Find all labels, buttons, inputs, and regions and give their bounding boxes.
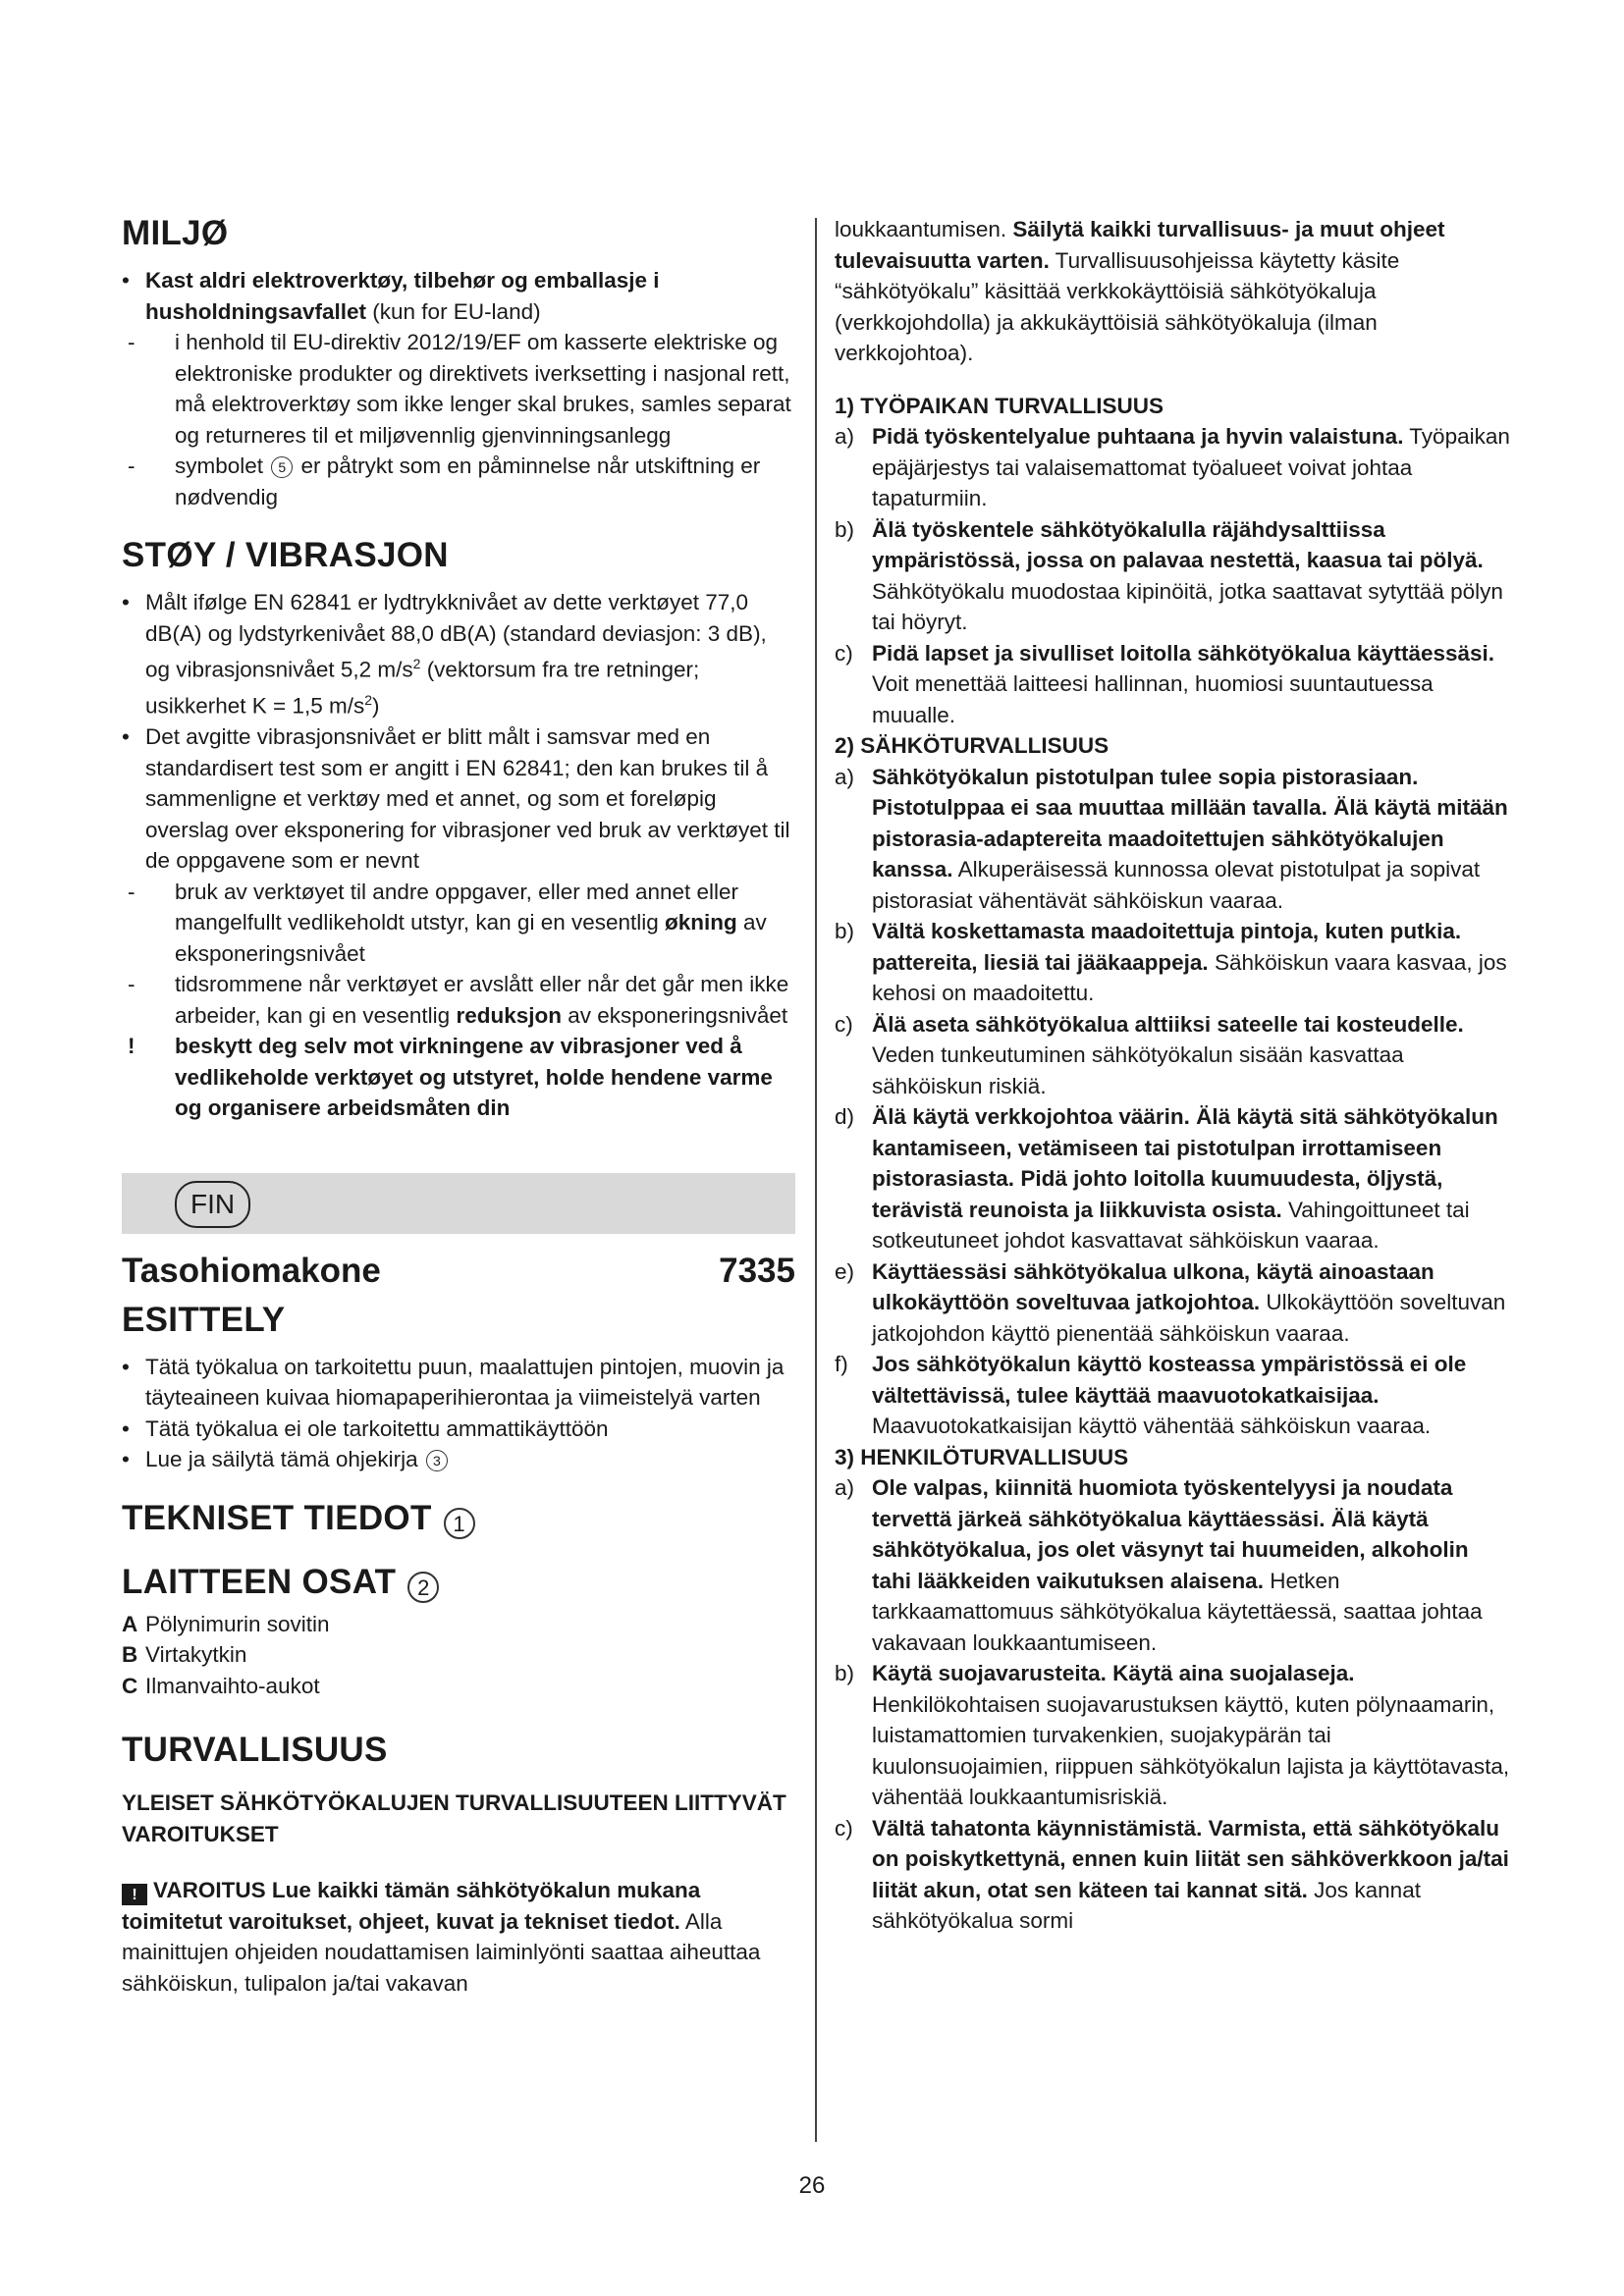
list-item: b) Käytä suojavarusteita. Käytä aina suojalaseja. Henkilökohtaisen suojavarustuksen käyttö, kuten pölynaamarin, luistamattomien turvakenkien, suojakypärän tai kuulonsuojaimien, riippuen sähkötyökalun lajista ja käyttötavasta, vähentää loukkaantumisriskiä. [835,1661,1510,1809]
list-item: b) Vältä koskettamasta maadoitettuja pintoja, kuten putkia. pattereita, liesiä tai jääkaappeja. Sähköiskun vaara kasvaa, jos kehosi on maadoitettu. [835,919,1507,1005]
warning-triangle-icon: ! [122,1884,147,1905]
section-title-osat: LAITTEEN OSAT 2 [122,1563,795,1603]
language-band [122,1173,795,1234]
section-title-tekniset: TEKNISET TIEDOT 1 [122,1499,795,1539]
list-item: f) Jos sähkötyökalun käyttö kosteassa ympäristössä ei ole vältettävissä, tulee käyttää maavuotokatkaisijaa. Maavuotokatkaisijan käyttö vähentää sähköiskun vaaraa. [835,1352,1467,1438]
left-column [122,214,795,1999]
list-item: b) Älä työskentele sähkötyökalulla räjähdysalttiissa ympäristössä, jossa on palavaa nestettä, kaasua tai pölyä. Sähkötyökalu muodostaa kipinöitä, jotka saattavat sytyttää pölyn tai höyryt. [835,516,1503,634]
list-item: a) Ole valpas, kiinnitä huomiota työskentelyysi ja noudata tervettä järkeä sähkötyökalua käyttäessäsi. Älä käytä sähkötyökalua, jos olet väsynyt tai huumeiden, alkoholin tahi lääkkeiden vaikutuksen alaisena. Hetken tarkkaamattomuus sähkötyökalua käytettäessä, saattaa johtaa vakavaan loukkaantumiseen. [835,1475,1483,1655]
list-item: • Målt ifølge EN 62841 er lydtrykknivået av dette verktøyet 77,0 dB(A) og lydstyrkenivået 88,0 dB(A) (standard deviasjon: 3 dB), og vibrasjonsnivået 5,2 $m/s^2$ (vektorsum fra tre retninger; usikkerhet K = 1,5 $m/s^2$) [122,587,795,721]
esittely-list [122,1352,795,1475]
miljo-sublist [122,327,795,512]
callout-number-icon: 2 [407,1572,439,1603]
callout-number-icon: 3 [426,1450,448,1471]
vibration-warning: ! beskytt deg selv mot virkningene av vibrasjoner ved å vedlikeholde verktøyet og utstyret, holde hendene varme og organisere arbeidsmåten din [122,1031,795,1124]
list-item: - tidsrommene når verktøyet er avslått eller når det går men ikke arbeider, kan gi en vesentlig reduksjon av eksponeringsnivået [122,969,795,1031]
list-item: B Virtakytkin [122,1642,247,1667]
list-item: d) Älä käytä verkkojohtoa väärin. Älä käytä sitä sähkötyökalun kantamiseen, vetämiseen tai pistotulpan irrottamiseen pistorasiasta. Pidä johto loitolla kuumuudesta, öljystä, terävistä reunoista ja liikkuvista osista. Vahingoittuneet tai sotkeutuneet johdot kasvattavat sähköiskun vaaraa. [835,1104,1498,1253]
list-item: a) Pidä työskentelyalue puhtaana ja hyvin valaistuna. Työpaikan epäjärjestys tai valaisemattomat työalueet voivat johtaa tapaturmiin. [835,424,1510,510]
list-item: a) Sähkötyökalun pistotulpan tulee sopia pistorasiaan. Pistotulppaa ei saa muuttaa millään tavalla. Älä käytä mitään pistorasia-adaptereita maadoitettujen sähkötyökalujen kanssa. Alkuperäisessä kunnossa olevat pistotulpat ja sopivat pistorasiat vähentävät sähköiskun vaaraa. [835,764,1508,913]
right-column [835,214,1512,1937]
language-badge: FIN [175,1181,250,1228]
parts-list [122,1609,795,1702]
stoy-sublist [122,877,795,1032]
general-warnings-heading: YLEISET SÄHKÖTYÖKALUJEN TURVALLISUUTEEN LIITTYVÄT VAROITUKSET [122,1790,786,1846]
section-title-miljo: MILJØ [122,214,229,252]
callout-number-icon: 1 [444,1508,475,1539]
callout-number-icon: 5 [271,456,293,478]
list-item: A Pölynimurin sovitin [122,1611,330,1636]
section-heading: 3) HENKILÖTURVALLISUUS [835,1444,1129,1469]
list-item: • Tätä työkalua ei ole tarkoitettu ammattikäyttöön [122,1414,795,1445]
warning-paragraph: ! VAROITUS Lue kaikki tämän sähkötyökalun mukana toimitetut varoitukset, ohjeet, kuvat ja tekniset tiedot. Alla mainittujen ohjeiden noudattamisen laiminlyönti saattaa aiheuttaa sähköiskun, tulipalon ja/tai vakavan [122,1878,761,1996]
list-item: - symbolet 5 er påtrykt som en påminnelse når utskiftning er nødvendig [122,451,795,512]
miljo-list [122,265,795,512]
stoy-list [122,587,795,1124]
list-item: • Lue ja säilytä tämä ohjekirja 3 [122,1444,795,1475]
section-title-turvallisuus: TURVALLISUUS [122,1731,388,1769]
section-heading: 2) SÄHKÖTURVALLISUUS [835,733,1110,758]
intro-paragraph: loukkaantumisen. Säilytä kaikki turvallisuus- ja muut ohjeet tulevaisuutta varten. Turvallisuusohjeissa käytetty käsite “sähkötyökalu” käsittää verkkokäyttöisiä sähkötyökaluja (verkkojohdolla) ja akkukäyttöisiä sähkötyökaluja (ilman verkkojohtoa). [835,217,1445,365]
list-item: c) Pidä lapset ja sivulliset loitolla sähkötyökalua käyttäessäsi. Voit menettää laitteesi hallinnan, huomiosi suuntautuessa muualle. [835,640,1495,727]
list-item: • Tätä työkalua on tarkoitettu puun, maalattujen pintojen, muovin ja täyteaineen kuivaa hiomapaperihierontaa ja viimeistelyä varten [122,1352,795,1414]
section-heading: 1) TYÖPAIKAN TURVALLISUUS [835,393,1164,418]
list-item: e) Käyttäessäsi sähkötyökalua ulkona, käytä ainoastaan ulkokäyttöön soveltuvaa jatkojohtoa. Ulkokäyttöön soveltuvan jatkojohdon käyttö pienentää sähköiskun vaaraa. [835,1258,1506,1346]
list-item: - bruk av verktøyet til andre oppgaver, eller med annet eller mangelfullt vedlikeholdt utstyr, kan gi en vesentlig økning av eksponeringsnivået [122,877,795,970]
list-item: • Det avgitte vibrasjonsnivået er blitt målt i samsvar med en standardisert test som er angitt i EN 62841; den kan brukes til å sammenligne et verktøy med et annet, og som et foreløpig overslag over eksponering for vibrasjoner ved bruk av verktøyet til de oppgavene som er nevnt - bruk av verktøyet til andre oppgaver, eller med annet eller mangelfullt vedlikeholdt utstyr, kan gi en vesentlig økning av eksponeringsnivået - tidsrommene når verktøyet er avslått eller når det går men ikke arbeider, kan gi en vesentlig reduksjon av eksponeringsnivået ! beskytt deg selv mot virkningene av vibrasjoner ved å vedlikeholde verktøyet og utstyret, holde hendene varme og organisere arbeidsmåten din [122,721,795,1124]
section-title-esittely: ESITTELY [122,1300,286,1339]
column-divider [815,218,817,2142]
list-item: c) Älä aseta sähkötyökalua alttiiksi sateelle tai kosteudelle. Veden tunkeutuminen sähkötyökalun sisään kasvattaa sähköiskun riskiä. [835,1011,1464,1098]
section-title-stoy: STØY / VIBRASJON [122,536,449,574]
list-item: • Kast aldri elektroverktøy, tilbehør og emballasje i husholdningsavfallet (kun for EU-land) - i henhold til EU-direktiv 2012/19/EF om kasserte elektriske og elektroniske produkter og direktivets iverksetting i nasjonal rett, må elektroverktøy som ikke lenger skal brukes, samles separat og returneres til et miljøvennlig gjenvinningsanlegg - symbolet 5 er påtrykt som en påminnelse når utskiftning er nødvendig [122,265,795,512]
list-item: C Ilmanvaihto-aukot [122,1673,320,1698]
product-name: Tasohiomakone [122,1251,381,1290]
product-title-row [122,1252,795,1291]
page-number: 26 [798,2172,826,2199]
list-item: c) Vältä tahatonta käynnistämistä. Varmista, että sähkötyökalu on poiskytkettynä, ennen kuin liität sen sähköverkkoon ja/tai liität akun, otat sen käteen tai kannat sitä. Jos kannat sähkötyökalua sormi [835,1815,1509,1933]
list-item: - i henhold til EU-direktiv 2012/19/EF om kasserte elektriske og elektroniske produkter og direktivets iverksetting i nasjonal rett, må elektroverktøy som ikke lenger skal brukes, samles separat og returneres til et miljøvennlig gjenvinningsanlegg [122,327,795,451]
product-model: 7335 [719,1251,795,1290]
